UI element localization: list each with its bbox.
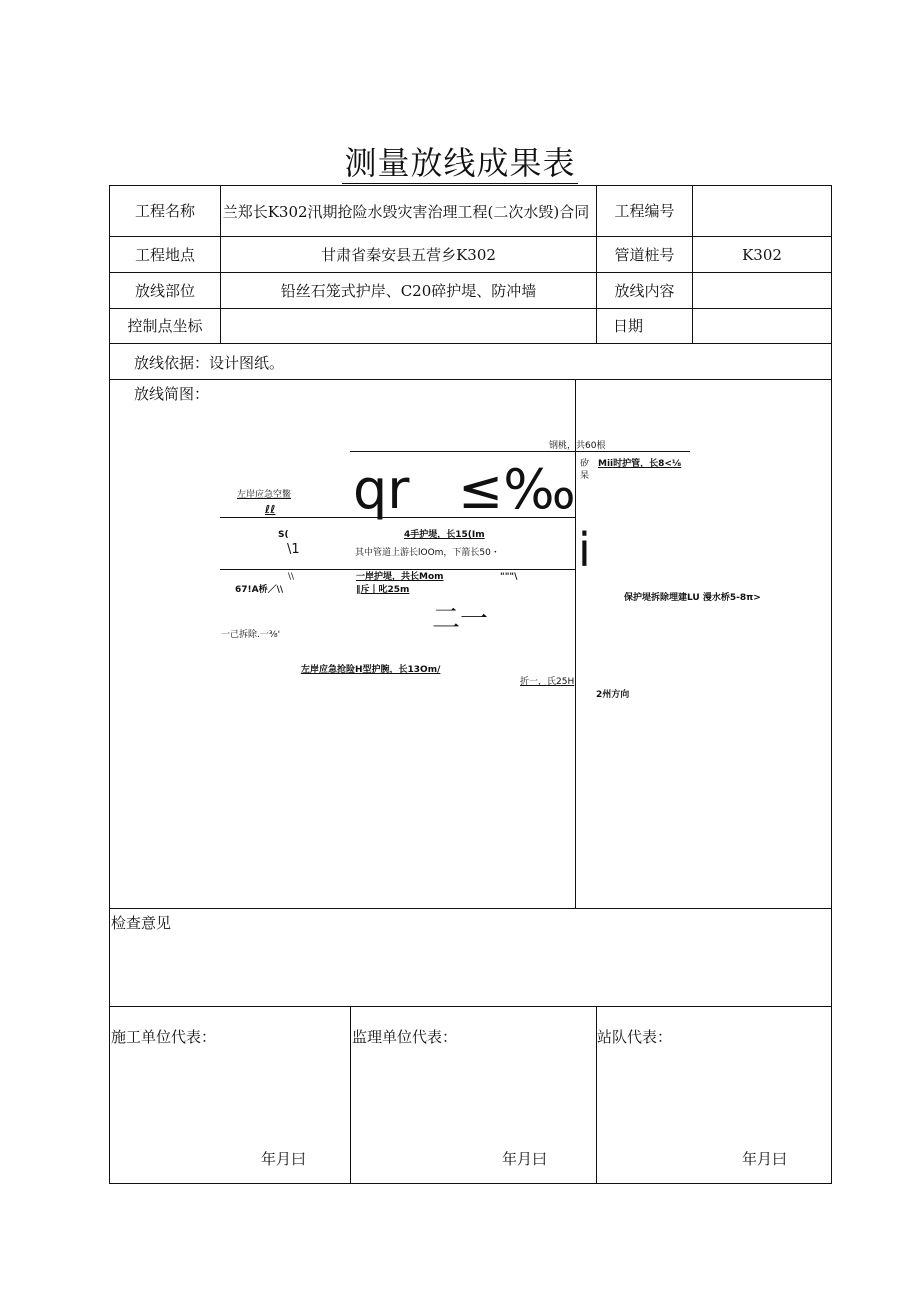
control-point-label: 控制点坐标 xyxy=(127,317,203,335)
content-label: 放线内容 xyxy=(614,281,675,300)
sketch-line xyxy=(220,517,575,518)
control-point-value xyxy=(221,309,596,343)
sketch-line xyxy=(575,490,576,580)
sketch-note: 其中管道上游长lOOm，下箭长50・ xyxy=(355,548,500,558)
project-name-label: 工程名称 xyxy=(134,202,195,220)
location-value: 甘肃省秦安县五营乡K302 xyxy=(321,245,496,264)
sketch-note: 杲 xyxy=(580,471,590,481)
sketch-note: \\ xyxy=(288,572,295,582)
column-divider xyxy=(350,1006,351,1184)
sketch-note: """\ xyxy=(500,572,518,582)
basis-text: 放线依据：设计图纸。 xyxy=(134,354,285,372)
sketch-note: 矽 xyxy=(580,459,590,469)
sketch-line xyxy=(220,569,575,570)
pipe-stake-label: 管道桩号 xyxy=(614,245,675,264)
project-name-value: 兰郑长K302汛期抢险水毁灾害治理工程(二次水毁)合同 xyxy=(222,203,590,221)
sketch-line xyxy=(350,451,690,452)
supervisor-rep-date: 年月曰 xyxy=(502,1150,548,1168)
sketch-label: 放线简图： xyxy=(134,385,210,403)
row-divider xyxy=(110,379,831,380)
date-label: 日期 xyxy=(613,317,644,335)
sketch-glyph: qr xyxy=(353,458,410,521)
sketch-glyph: 二一 xyxy=(432,602,489,635)
project-no-label: 工程编号 xyxy=(614,202,675,220)
sketch-note: 一己拆除.一⅜' xyxy=(221,630,281,640)
sketch-note: \1 xyxy=(287,542,300,557)
sketch-note: 2州方向 xyxy=(596,690,630,700)
sketch-note: 67!A桥／\\ xyxy=(235,585,284,595)
sketch-note: ℓℓ xyxy=(265,503,276,516)
row-divider xyxy=(110,1006,831,1007)
station-rep-label: 站队代表： xyxy=(597,1028,673,1046)
station-rep-date: 年月曰 xyxy=(742,1150,788,1168)
part-label: 放线部位 xyxy=(134,281,195,300)
sketch-note: 钢桃，共60根 xyxy=(549,441,606,451)
sketch-note: S( xyxy=(278,530,289,540)
survey-table xyxy=(109,185,832,1184)
sketch-note: 保护堤拆除埋建LU 漫水桥5-8π> xyxy=(624,593,761,603)
pipe-stake-value: K302 xyxy=(742,245,782,264)
sketch-note: 4手护堤，长15(Im xyxy=(404,530,485,540)
part-value: 铅丝石笼式护岸、C20碎护堤、防冲墙 xyxy=(280,281,537,300)
sketch-note: Mii时护管，长8<⅛ xyxy=(598,459,682,469)
sketch-note: 折一，氏25H xyxy=(520,677,575,687)
content-value xyxy=(693,273,831,308)
row-divider xyxy=(110,343,831,344)
sketch-glyph: ≤‰ xyxy=(458,458,576,521)
location-label: 工程地点 xyxy=(134,245,195,264)
sketch-note: 左岸应急空鳖 xyxy=(237,490,292,500)
sketch-note: ‖斥丨叱25m xyxy=(356,585,410,595)
sketch-glyph: i xyxy=(578,523,591,577)
date-value xyxy=(693,309,831,343)
inspection-label: 检查意见 xyxy=(111,914,172,932)
document-title: 测量放线成果表 xyxy=(344,144,576,182)
contractor-rep-date: 年月曰 xyxy=(261,1150,307,1168)
row-divider xyxy=(110,908,831,909)
contractor-rep-label: 施工单位代表： xyxy=(111,1028,217,1046)
project-no-value xyxy=(693,186,831,236)
sketch-note: 一岸护堤，共长Mom xyxy=(356,572,444,582)
sketch-note: 左岸应急抢险H型护腕，长13Om/ xyxy=(301,665,441,675)
supervisor-rep-label: 监理单位代表： xyxy=(352,1028,458,1046)
